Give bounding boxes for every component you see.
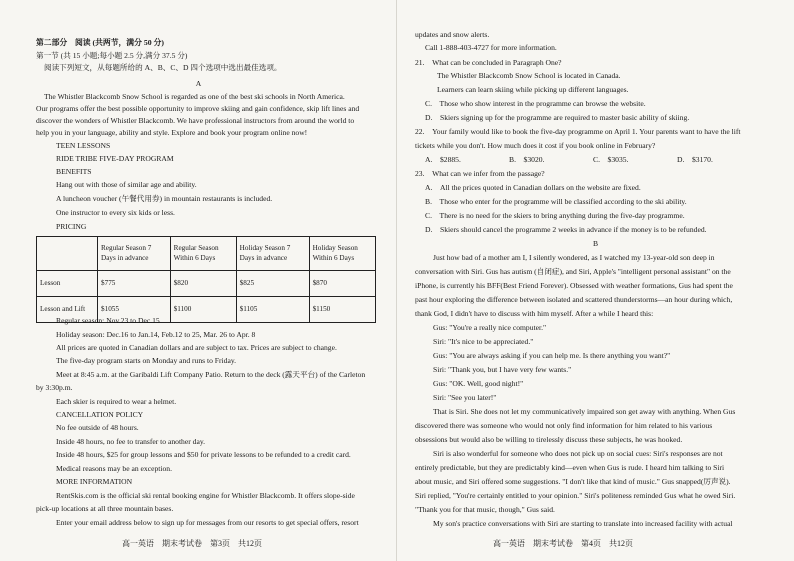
table-cell: Holiday Season 7 Days in advance: [236, 237, 309, 271]
text-line: A luncheon voucher (午餐代用券) in mountain restaurants is included.: [56, 194, 273, 203]
option: The Whistler Blackcomb Snow School is located in Canada.: [437, 71, 621, 80]
option: Learners can learn skiing while picking up different languages.: [437, 85, 629, 94]
text-line: conversation with Siri. Gus has autism (自闭症), and Siri, Apple's "intelligent personal assistant" on the: [415, 267, 731, 276]
text-line: entirely predictable, but they are predictably kind—even when Gus is rude. I heard him talking to Siri: [415, 463, 725, 472]
text-line: One instructor to every six kids or less.: [56, 208, 175, 217]
dialogue-line: Siri: "Thank you, but I have very few wants.": [433, 365, 572, 374]
table-cell: Lesson: [37, 271, 98, 297]
text-line: pick-up locations at all three mountain bases.: [36, 504, 174, 513]
instruction: 阅读下列短文，从每题所给的 A、B、C、D 四个选项中选出最佳选项。: [44, 63, 282, 72]
option: C. Those who show interest in the programme can browse the website.: [425, 99, 646, 108]
table-cell: [37, 237, 98, 271]
text-line: thank God, I didn't have to discuss with him myself. After a while I heard this:: [415, 309, 654, 318]
section-heading: 第一节 (共 15 小题;每小题 2.5 分,满分 37.5 分): [36, 51, 188, 60]
table-cell: $1150: [309, 297, 375, 323]
option: C. There is no need for the skiers to bring anything during the five-day programme.: [425, 211, 685, 220]
question-22: 22. Your family would like to book the five-day programme on April 1. Your parents want to have the lift: [415, 127, 741, 136]
text-line: iPhone, is currently his BFF(Best Friend Forever). Obsessed with weather formations, Gus had spent the: [415, 281, 733, 290]
intro-line: help you in your language, ability and style. Explore and book your program online now!: [36, 128, 308, 137]
table-cell: Regular Season Within 6 Days: [170, 237, 236, 271]
intro-line: discover the wonders of Whistler Blackcomb. We have professional instructors from around the world to: [36, 116, 355, 125]
option: C. $3035.: [593, 155, 629, 164]
passage-label-b: B: [592, 239, 599, 248]
option: B. Those who enter for the programme will be classified according to the ski ability.: [425, 197, 687, 206]
part-heading: 第二部分 阅读 (共两节，满分 50 分): [36, 38, 164, 47]
text-line: "Thank you for that music, though," Gus said.: [415, 505, 555, 514]
text-line: My son's practice conversations with Siri are starting to translate into increased facility with actual: [433, 519, 733, 528]
text-line: RentSkis.com is the official ski rental booking engine for Whistler Blackcomb. It offers slope-side: [56, 491, 355, 500]
text-line: Just how bad of a mother am I, I silently wondered, as I watched my 13-year-old son deep in: [433, 253, 715, 262]
text-line: Medical reasons may be an exception.: [56, 464, 172, 473]
table-cell: Regular Season 7 Days in advance: [98, 237, 171, 271]
page-footer: 高一英语 期末考试卷 第4页 共12页: [493, 539, 633, 548]
text-line: PRICING: [56, 222, 87, 231]
text-line: Holiday season: Dec.16 to Jan.14, Feb.12 to 25, Mar. 26 to Apr. 8: [56, 330, 256, 339]
question-23: 23. What can we infer from the passage?: [415, 169, 545, 178]
option: D. Skiers signing up for the programme are required to master basic ability of skiing.: [425, 113, 690, 122]
table-cell: $870: [309, 271, 375, 297]
question-21: 21. What can be concluded in Paragraph One?: [415, 58, 562, 67]
text-line: CANCELLATION POLICY: [56, 410, 144, 419]
table-cell: $1105: [236, 297, 309, 323]
text-line: Call 1-888-403-4727 for more information.: [425, 43, 557, 52]
text-line: Siri is also wonderful for someone who does not pick up on social cues: Siri's responses are not: [433, 449, 723, 458]
intro-line: Our programs offer the best possible opportunity to improve skiing and gain confidence, skip lift lines and: [36, 104, 360, 113]
table-cell: $1055: [98, 297, 171, 323]
text-line: updates and snow alerts.: [415, 30, 490, 39]
table-row: [37, 271, 376, 297]
text-line: RIDE TRIBE FIVE-DAY PROGRAM: [56, 154, 174, 163]
page-4: [397, 0, 794, 561]
table-cell: $775: [98, 271, 171, 297]
dialogue-line: Gus: "OK. Well, good night!": [433, 379, 524, 388]
intro-line: The Whistler Blackcomb Snow School is regarded as one of the best ski schools in North America.: [44, 92, 345, 101]
text-line: Siri replied, "You're certainly entitled to your opinion." Siri's politeness reminded Gus what he owed Siri.: [415, 491, 736, 500]
text-line: Meet at 8:45 a.m. at the Garibaldi Lift Company Patio. Return to the deck (露天平台) of the Carleton: [56, 370, 366, 379]
table-cell: Holiday Season Within 6 Days: [309, 237, 375, 271]
text-line: by 3:30p.m.: [36, 383, 73, 392]
text-line: past hour exploring the difference between isolated and scattered thunderstorms—an hour during which,: [415, 295, 733, 304]
dialogue-line: Gus: "You are always asking if you can help me. Is there anything you want?": [433, 351, 671, 360]
table-header-row: [37, 237, 376, 271]
text-line: about music, and Siri offered some suggestions. "I don't like that kind of music." Gus snapped(厉声说).: [415, 477, 731, 486]
text-line: Each skier is required to wear a helmet.: [56, 397, 177, 406]
text-line: That is Siri. She does not let my communicatively impaired son get away with anything. When Gus: [433, 407, 736, 416]
table-cell: Lesson and Lift: [37, 297, 98, 323]
option: A. $2885.: [425, 155, 461, 164]
dialogue-line: Siri: "See you later!": [433, 393, 497, 402]
option: A. All the prices quoted in Canadian dollars on the website are fixed.: [425, 183, 641, 192]
text-line: BENEFITS: [56, 167, 92, 176]
option: D. Skiers should cancel the programme 2 weeks in advance if the money is to be refunded.: [425, 225, 707, 234]
text-line: Regular season: Nov.23 to Dec.15: [56, 316, 160, 325]
text-line: No fee outside of 48 hours.: [56, 423, 139, 432]
text-line: obsessions but would also be willing to tirelessly discuss these subjects, he was hooked.: [415, 435, 683, 444]
text-line: MORE INFORMATION: [56, 477, 133, 486]
text-line: Hang out with those of similar age and ability.: [56, 180, 197, 189]
option: B. $3020.: [509, 155, 545, 164]
text-line: Inside 48 hours, $25 for group lessons and $50 for private lessons to be refunded to a credit card.: [56, 450, 351, 459]
text-line: discovered there was someone who would not only find information for him related to his various: [415, 421, 713, 430]
dialogue-line: Gus: "You're a really nice computer.": [433, 323, 547, 332]
text-line: TEEN LESSONS: [56, 141, 111, 150]
table-cell: $825: [236, 271, 309, 297]
table-cell: $820: [170, 271, 236, 297]
dialogue-line: Siri: "It's nice to be appreciated.": [433, 337, 534, 346]
page-footer: 高一英语 期末考试卷 第3页 共12页: [122, 539, 262, 548]
text-line: Enter your email address below to sign up for messages from our resorts to get special offers, resort: [56, 518, 359, 527]
text-line: Inside 48 hours, no fee to transfer to another day.: [56, 437, 206, 446]
question-22-cont: tickets while you don't. How much does it cost if you book online in February?: [415, 141, 656, 150]
table-cell: $1100: [170, 297, 236, 323]
text-line: The five-day program starts on Monday and runs to Friday.: [56, 356, 237, 365]
text-line: All prices are quoted in Canadian dollars and are subject to tax. Prices are subject to change.: [56, 343, 337, 352]
option: D. $3170.: [677, 155, 713, 164]
passage-label-a: A: [195, 79, 202, 88]
pricing-table: [36, 236, 376, 323]
